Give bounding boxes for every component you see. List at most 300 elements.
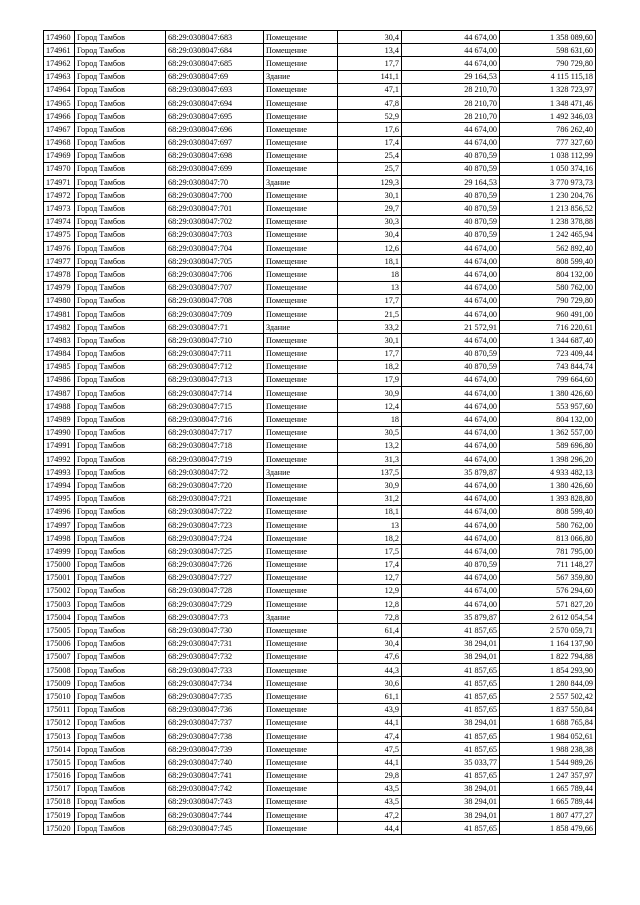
area-cell: 44,1	[338, 756, 402, 769]
row-number-cell: 175000	[44, 558, 75, 571]
area-cell: 17,4	[338, 136, 402, 149]
cadastral-value-cell: 1 242 465,94	[500, 228, 596, 241]
specific-value-cell: 40 870,59	[402, 215, 500, 228]
area-cell: 30,4	[338, 31, 402, 44]
table-row	[44, 70, 596, 83]
table-row	[44, 83, 596, 96]
object-type-cell: Помещение	[264, 650, 338, 663]
cadastral-value-cell: 2 557 502,42	[500, 690, 596, 703]
cadastral-value-cell: 1 164 137,90	[500, 637, 596, 650]
row-number-cell: 174978	[44, 268, 75, 281]
area-cell: 13,4	[338, 44, 402, 57]
municipality-cell: Город Тамбов	[75, 321, 166, 334]
specific-value-cell: 44 674,00	[402, 31, 500, 44]
cadastral-number-cell: 68:29:0308047:728	[166, 584, 264, 597]
object-type-cell: Помещение	[264, 822, 338, 835]
municipality-cell: Город Тамбов	[75, 387, 166, 400]
row-number-cell: 174991	[44, 439, 75, 452]
cadastral-value-cell: 781 795,00	[500, 545, 596, 558]
cadastral-value-cell: 813 066,80	[500, 532, 596, 545]
row-number-cell: 175015	[44, 756, 75, 769]
area-cell: 17,9	[338, 373, 402, 386]
cadastral-value-cell: 808 599,40	[500, 505, 596, 518]
table-row	[44, 479, 596, 492]
cadastral-number-cell: 68:29:0308047:703	[166, 228, 264, 241]
cadastral-number-cell: 68:29:0308047:715	[166, 400, 264, 413]
table-row	[44, 795, 596, 808]
row-number-cell: 174979	[44, 281, 75, 294]
row-number-cell: 174999	[44, 545, 75, 558]
row-number-cell: 174985	[44, 360, 75, 373]
specific-value-cell: 44 674,00	[402, 479, 500, 492]
municipality-cell: Город Тамбов	[75, 545, 166, 558]
table-row	[44, 31, 596, 44]
object-type-cell: Помещение	[264, 716, 338, 729]
cadastral-value-cell: 808 599,40	[500, 255, 596, 268]
table-row	[44, 505, 596, 518]
cadastral-number-cell: 68:29:0308047:704	[166, 242, 264, 255]
cadastral-number-cell: 68:29:0308047:697	[166, 136, 264, 149]
specific-value-cell: 44 674,00	[402, 57, 500, 70]
specific-value-cell: 44 674,00	[402, 255, 500, 268]
row-number-cell: 175011	[44, 703, 75, 716]
cadastral-number-cell: 68:29:0308047:696	[166, 123, 264, 136]
object-type-cell: Помещение	[264, 756, 338, 769]
cadastral-value-cell: 1 213 856,52	[500, 202, 596, 215]
municipality-cell: Город Тамбов	[75, 413, 166, 426]
row-number-cell: 174974	[44, 215, 75, 228]
specific-value-cell: 44 674,00	[402, 136, 500, 149]
object-type-cell: Помещение	[264, 347, 338, 360]
table-row	[44, 321, 596, 334]
cadastral-number-cell: 68:29:0308047:711	[166, 347, 264, 360]
table-row	[44, 598, 596, 611]
object-type-cell: Помещение	[264, 281, 338, 294]
municipality-cell: Город Тамбов	[75, 57, 166, 70]
cadastral-number-cell: 68:29:0308047:700	[166, 189, 264, 202]
table-row	[44, 664, 596, 677]
area-cell: 17,7	[338, 294, 402, 307]
row-number-cell: 175019	[44, 809, 75, 822]
municipality-cell: Город Тамбов	[75, 96, 166, 109]
cadastral-value-cell: 4 933 482,13	[500, 466, 596, 479]
area-cell: 43,5	[338, 795, 402, 808]
object-type-cell: Помещение	[264, 360, 338, 373]
object-type-cell: Помещение	[264, 110, 338, 123]
table-row	[44, 782, 596, 795]
table-row	[44, 492, 596, 505]
row-number-cell: 174990	[44, 426, 75, 439]
table-row	[44, 176, 596, 189]
table-row	[44, 532, 596, 545]
cadastral-value-cell: 567 359,80	[500, 571, 596, 584]
specific-value-cell: 44 674,00	[402, 281, 500, 294]
area-cell: 47,2	[338, 809, 402, 822]
object-type-cell: Помещение	[264, 664, 338, 677]
municipality-cell: Город Тамбов	[75, 637, 166, 650]
table-body	[44, 31, 596, 835]
row-number-cell: 175020	[44, 822, 75, 835]
area-cell: 18	[338, 268, 402, 281]
area-cell: 47,8	[338, 96, 402, 109]
cadastral-number-cell: 68:29:0308047:706	[166, 268, 264, 281]
area-cell: 43,5	[338, 782, 402, 795]
specific-value-cell: 40 870,59	[402, 558, 500, 571]
cadastral-number-cell: 68:29:0308047:69	[166, 70, 264, 83]
specific-value-cell: 40 870,59	[402, 228, 500, 241]
row-number-cell: 174973	[44, 202, 75, 215]
area-cell: 43,9	[338, 703, 402, 716]
cadastral-number-cell: 68:29:0308047:739	[166, 743, 264, 756]
specific-value-cell: 40 870,59	[402, 189, 500, 202]
object-type-cell: Помещение	[264, 373, 338, 386]
table-row	[44, 96, 596, 109]
object-type-cell: Помещение	[264, 189, 338, 202]
area-cell: 18	[338, 413, 402, 426]
object-type-cell: Помещение	[264, 558, 338, 571]
area-cell: 30,4	[338, 228, 402, 241]
specific-value-cell: 38 294,01	[402, 716, 500, 729]
municipality-cell: Город Тамбов	[75, 242, 166, 255]
row-number-cell: 175014	[44, 743, 75, 756]
area-cell: 25,7	[338, 162, 402, 175]
cadastral-value-cell: 1 858 479,66	[500, 822, 596, 835]
cadastral-number-cell: 68:29:0308047:735	[166, 690, 264, 703]
municipality-cell: Город Тамбов	[75, 110, 166, 123]
object-type-cell: Помещение	[264, 123, 338, 136]
cadastral-number-cell: 68:29:0308047:737	[166, 716, 264, 729]
municipality-cell: Город Тамбов	[75, 123, 166, 136]
municipality-cell: Город Тамбов	[75, 373, 166, 386]
row-number-cell: 175017	[44, 782, 75, 795]
cadastral-value-cell: 790 729,80	[500, 294, 596, 307]
area-cell: 30,1	[338, 189, 402, 202]
row-number-cell: 174970	[44, 162, 75, 175]
municipality-cell: Город Тамбов	[75, 307, 166, 320]
object-type-cell: Помещение	[264, 703, 338, 716]
municipality-cell: Город Тамбов	[75, 400, 166, 413]
row-number-cell: 174989	[44, 413, 75, 426]
table-row	[44, 255, 596, 268]
table-row	[44, 228, 596, 241]
object-type-cell: Помещение	[264, 413, 338, 426]
row-number-cell: 175013	[44, 729, 75, 742]
area-cell: 129,3	[338, 176, 402, 189]
cadastral-number-cell: 68:29:0308047:730	[166, 624, 264, 637]
cadastral-value-cell: 1 380 426,60	[500, 479, 596, 492]
municipality-cell: Город Тамбов	[75, 729, 166, 742]
cadastral-number-cell: 68:29:0308047:702	[166, 215, 264, 228]
cadastral-number-cell: 68:29:0308047:70	[166, 176, 264, 189]
specific-value-cell: 44 674,00	[402, 44, 500, 57]
specific-value-cell: 44 674,00	[402, 505, 500, 518]
specific-value-cell: 38 294,01	[402, 795, 500, 808]
cadastral-value-cell: 799 664,60	[500, 373, 596, 386]
cadastral-number-cell: 68:29:0308047:714	[166, 387, 264, 400]
object-type-cell: Помещение	[264, 83, 338, 96]
cadastral-value-cell: 960 491,00	[500, 307, 596, 320]
specific-value-cell: 44 674,00	[402, 387, 500, 400]
municipality-cell: Город Тамбов	[75, 149, 166, 162]
object-type-cell: Помещение	[264, 677, 338, 690]
table-row	[44, 769, 596, 782]
cadastral-number-cell: 68:29:0308047:732	[166, 650, 264, 663]
cadastral-number-cell: 68:29:0308047:733	[166, 664, 264, 677]
cadastral-number-cell: 68:29:0308047:699	[166, 162, 264, 175]
row-number-cell: 174972	[44, 189, 75, 202]
object-type-cell: Помещение	[264, 215, 338, 228]
specific-value-cell: 44 674,00	[402, 598, 500, 611]
table-row	[44, 149, 596, 162]
municipality-cell: Город Тамбов	[75, 439, 166, 452]
object-type-cell: Помещение	[264, 294, 338, 307]
cadastral-number-cell: 68:29:0308047:736	[166, 703, 264, 716]
cadastral-value-cell: 1 348 471,46	[500, 96, 596, 109]
cadastral-number-cell: 68:29:0308047:721	[166, 492, 264, 505]
area-cell: 30,4	[338, 637, 402, 650]
object-type-cell: Здание	[264, 466, 338, 479]
specific-value-cell: 44 674,00	[402, 532, 500, 545]
table-row	[44, 334, 596, 347]
row-number-cell: 175012	[44, 716, 75, 729]
row-number-cell: 174971	[44, 176, 75, 189]
object-type-cell: Помещение	[264, 479, 338, 492]
specific-value-cell: 41 857,65	[402, 729, 500, 742]
municipality-cell: Город Тамбов	[75, 518, 166, 531]
area-cell: 47,5	[338, 743, 402, 756]
cadastral-number-cell: 68:29:0308047:72	[166, 466, 264, 479]
specific-value-cell: 21 572,91	[402, 321, 500, 334]
specific-value-cell: 40 870,59	[402, 360, 500, 373]
row-number-cell: 174968	[44, 136, 75, 149]
row-number-cell: 174998	[44, 532, 75, 545]
cadastral-value-cell: 553 957,60	[500, 400, 596, 413]
object-type-cell: Помещение	[264, 439, 338, 452]
cadastral-value-cell: 1 822 794,88	[500, 650, 596, 663]
specific-value-cell: 44 674,00	[402, 426, 500, 439]
cadastral-value-cell: 1 988 238,38	[500, 743, 596, 756]
cadastral-number-cell: 68:29:0308047:684	[166, 44, 264, 57]
area-cell: 61,4	[338, 624, 402, 637]
cadastral-value-cell: 723 409,44	[500, 347, 596, 360]
table-row	[44, 439, 596, 452]
object-type-cell: Помещение	[264, 571, 338, 584]
cadastral-value-cell: 1 665 789,44	[500, 782, 596, 795]
cadastral-number-cell: 68:29:0308047:720	[166, 479, 264, 492]
area-cell: 44,3	[338, 664, 402, 677]
table-row	[44, 136, 596, 149]
municipality-cell: Город Тамбов	[75, 769, 166, 782]
area-cell: 30,6	[338, 677, 402, 690]
municipality-cell: Город Тамбов	[75, 189, 166, 202]
cadastral-number-cell: 68:29:0308047:707	[166, 281, 264, 294]
object-type-cell: Помещение	[264, 453, 338, 466]
row-number-cell: 175001	[44, 571, 75, 584]
object-type-cell: Помещение	[264, 268, 338, 281]
municipality-cell: Город Тамбов	[75, 716, 166, 729]
specific-value-cell: 38 294,01	[402, 637, 500, 650]
cadastral-number-cell: 68:29:0308047:719	[166, 453, 264, 466]
cadastral-number-cell: 68:29:0308047:745	[166, 822, 264, 835]
municipality-cell: Город Тамбов	[75, 281, 166, 294]
cadastral-value-cell: 1 665 789,44	[500, 795, 596, 808]
row-number-cell: 175003	[44, 598, 75, 611]
cadastral-number-cell: 68:29:0308047:718	[166, 439, 264, 452]
specific-value-cell: 40 870,59	[402, 347, 500, 360]
area-cell: 18,1	[338, 505, 402, 518]
row-number-cell: 174976	[44, 242, 75, 255]
specific-value-cell: 44 674,00	[402, 307, 500, 320]
cadastral-number-cell: 68:29:0308047:726	[166, 558, 264, 571]
object-type-cell: Помещение	[264, 162, 338, 175]
object-type-cell: Помещение	[264, 228, 338, 241]
row-number-cell: 175016	[44, 769, 75, 782]
cadastral-number-cell: 68:29:0308047:693	[166, 83, 264, 96]
specific-value-cell: 41 857,65	[402, 703, 500, 716]
row-number-cell: 174969	[44, 149, 75, 162]
table-row	[44, 294, 596, 307]
area-cell: 30,5	[338, 426, 402, 439]
table-row	[44, 242, 596, 255]
cadastral-number-cell: 68:29:0308047:717	[166, 426, 264, 439]
object-type-cell: Помещение	[264, 400, 338, 413]
specific-value-cell: 28 210,70	[402, 110, 500, 123]
cadastral-value-cell: 1 984 052,61	[500, 729, 596, 742]
municipality-cell: Город Тамбов	[75, 558, 166, 571]
cadastral-value-cell: 790 729,80	[500, 57, 596, 70]
object-type-cell: Помещение	[264, 729, 338, 742]
row-number-cell: 174963	[44, 70, 75, 83]
table-row	[44, 822, 596, 835]
object-type-cell: Помещение	[264, 255, 338, 268]
cadastral-value-cell: 804 132,00	[500, 268, 596, 281]
area-cell: 47,4	[338, 729, 402, 742]
municipality-cell: Город Тамбов	[75, 360, 166, 373]
table-row	[44, 57, 596, 70]
cadastral-value-cell: 576 294,60	[500, 584, 596, 597]
row-number-cell: 174982	[44, 321, 75, 334]
object-type-cell: Помещение	[264, 96, 338, 109]
municipality-cell: Город Тамбов	[75, 136, 166, 149]
specific-value-cell: 44 674,00	[402, 545, 500, 558]
municipality-cell: Город Тамбов	[75, 347, 166, 360]
area-cell: 12,9	[338, 584, 402, 597]
cadastral-number-cell: 68:29:0308047:683	[166, 31, 264, 44]
area-cell: 17,4	[338, 558, 402, 571]
cadastral-value-cell: 804 132,00	[500, 413, 596, 426]
object-type-cell: Здание	[264, 611, 338, 624]
area-cell: 52,9	[338, 110, 402, 123]
cadastral-number-cell: 68:29:0308047:685	[166, 57, 264, 70]
table-row	[44, 650, 596, 663]
row-number-cell: 174960	[44, 31, 75, 44]
area-cell: 44,4	[338, 822, 402, 835]
specific-value-cell: 44 674,00	[402, 413, 500, 426]
specific-value-cell: 40 870,59	[402, 202, 500, 215]
municipality-cell: Город Тамбов	[75, 822, 166, 835]
area-cell: 25,4	[338, 149, 402, 162]
cadastral-value-cell: 777 327,60	[500, 136, 596, 149]
object-type-cell: Помещение	[264, 57, 338, 70]
row-number-cell: 174977	[44, 255, 75, 268]
object-type-cell: Помещение	[264, 690, 338, 703]
table-row	[44, 716, 596, 729]
table-row	[44, 44, 596, 57]
cadastral-value-cell: 1 380 426,60	[500, 387, 596, 400]
specific-value-cell: 40 870,59	[402, 162, 500, 175]
municipality-cell: Город Тамбов	[75, 492, 166, 505]
object-type-cell: Помещение	[264, 545, 338, 558]
specific-value-cell: 44 674,00	[402, 492, 500, 505]
cadastral-number-cell: 68:29:0308047:710	[166, 334, 264, 347]
cadastral-number-cell: 68:29:0308047:716	[166, 413, 264, 426]
area-cell: 13	[338, 281, 402, 294]
cadastral-value-cell: 1 344 687,40	[500, 334, 596, 347]
cadastral-value-cell: 580 762,00	[500, 518, 596, 531]
row-number-cell: 174995	[44, 492, 75, 505]
specific-value-cell: 44 674,00	[402, 373, 500, 386]
specific-value-cell: 35 033,77	[402, 756, 500, 769]
object-type-cell: Помещение	[264, 624, 338, 637]
cadastral-number-cell: 68:29:0308047:731	[166, 637, 264, 650]
cadastral-value-cell: 1 230 204,76	[500, 189, 596, 202]
object-type-cell: Помещение	[264, 769, 338, 782]
row-number-cell: 174987	[44, 387, 75, 400]
cadastral-number-cell: 68:29:0308047:723	[166, 518, 264, 531]
municipality-cell: Город Тамбов	[75, 70, 166, 83]
cadastral-number-cell: 68:29:0308047:722	[166, 505, 264, 518]
municipality-cell: Город Тамбов	[75, 611, 166, 624]
area-cell: 12,6	[338, 242, 402, 255]
row-number-cell: 174962	[44, 57, 75, 70]
object-type-cell: Помещение	[264, 532, 338, 545]
object-type-cell: Здание	[264, 321, 338, 334]
municipality-cell: Город Тамбов	[75, 202, 166, 215]
table-row	[44, 387, 596, 400]
object-type-cell: Помещение	[264, 136, 338, 149]
table-row	[44, 202, 596, 215]
municipality-cell: Город Тамбов	[75, 31, 166, 44]
specific-value-cell: 44 674,00	[402, 123, 500, 136]
cadastral-value-cell: 1 688 765,84	[500, 716, 596, 729]
object-type-cell: Помещение	[264, 492, 338, 505]
cadastral-value-cell: 1 854 293,90	[500, 664, 596, 677]
object-type-cell: Помещение	[264, 426, 338, 439]
cadastral-value-cell: 2 612 054,54	[500, 611, 596, 624]
municipality-cell: Город Тамбов	[75, 795, 166, 808]
specific-value-cell: 44 674,00	[402, 334, 500, 347]
table-row	[44, 677, 596, 690]
cadastral-number-cell: 68:29:0308047:698	[166, 149, 264, 162]
object-type-cell: Помещение	[264, 518, 338, 531]
municipality-cell: Город Тамбов	[75, 176, 166, 189]
cadastral-value-cell: 1 247 357,97	[500, 769, 596, 782]
cadastral-value-cell: 716 220,61	[500, 321, 596, 334]
area-cell: 17,7	[338, 347, 402, 360]
area-cell: 13,2	[338, 439, 402, 452]
area-cell: 44,1	[338, 716, 402, 729]
municipality-cell: Город Тамбов	[75, 532, 166, 545]
table-row	[44, 373, 596, 386]
municipality-cell: Город Тамбов	[75, 677, 166, 690]
specific-value-cell: 35 879,87	[402, 466, 500, 479]
cadastral-value-cell: 1 038 112,99	[500, 149, 596, 162]
area-cell: 17,6	[338, 123, 402, 136]
municipality-cell: Город Тамбов	[75, 743, 166, 756]
specific-value-cell: 44 674,00	[402, 584, 500, 597]
area-cell: 141,1	[338, 70, 402, 83]
area-cell: 33,2	[338, 321, 402, 334]
